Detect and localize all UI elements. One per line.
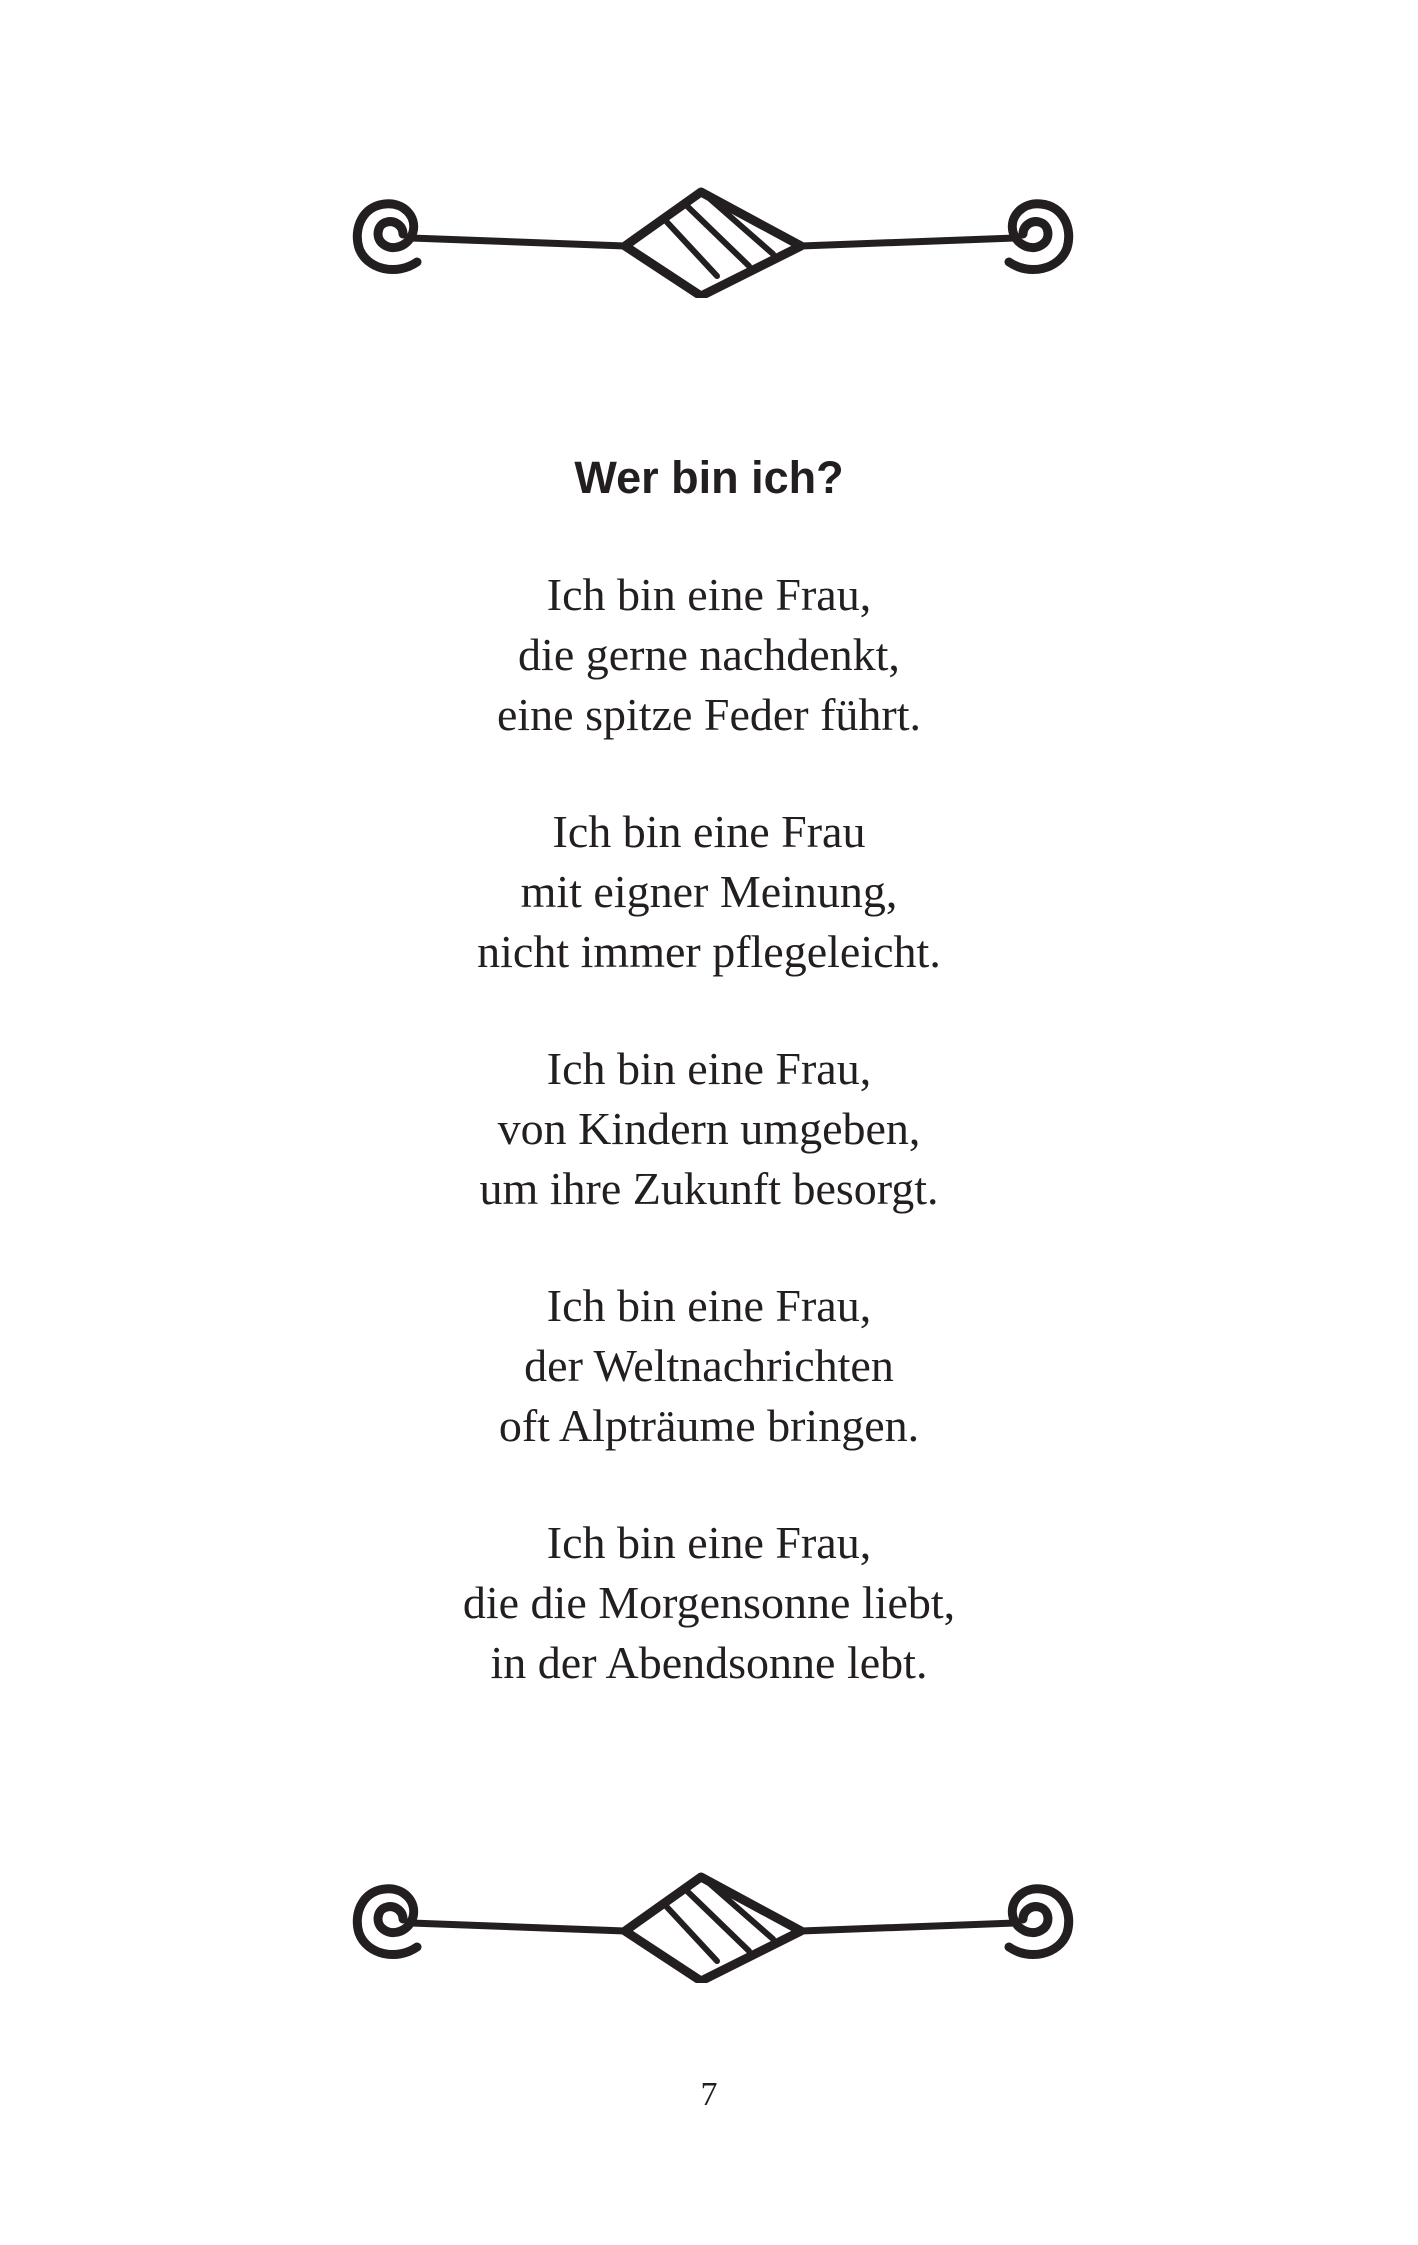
spiral-diamond-divider-icon xyxy=(325,1853,1101,1983)
stanza xyxy=(0,1513,1418,1693)
poem-line: eine spitze Feder führt. xyxy=(496,689,922,740)
stanza xyxy=(0,565,1418,745)
poem-body xyxy=(0,565,1418,1750)
ornament-top-divider-icon xyxy=(325,168,1101,298)
poem-line: in der Abendsonne lebt. xyxy=(490,1637,928,1688)
poem-line: von Kindern umgeben, xyxy=(497,1103,921,1154)
stanza xyxy=(0,1039,1418,1219)
stanza xyxy=(0,1276,1418,1456)
poem-line: der Weltnachrichten xyxy=(524,1340,894,1391)
spiral-diamond-divider-icon xyxy=(325,168,1101,298)
stanza xyxy=(0,802,1418,982)
poem-line: um ihre Zukunft besorgt. xyxy=(479,1163,939,1214)
poem-line: Ich bin eine Frau, xyxy=(546,569,872,620)
poem-title: Wer bin ich? xyxy=(574,452,844,503)
poem-line: Ich bin eine Frau, xyxy=(546,1280,872,1331)
poem-line: Ich bin eine Frau xyxy=(552,806,866,857)
poem-line: die die Morgensonne liebt, xyxy=(462,1577,956,1628)
page-number: 7 xyxy=(700,2076,718,2113)
poem-line: mit eigner Meinung, xyxy=(520,866,898,917)
ornament-bottom-divider-icon xyxy=(325,1853,1101,1983)
poem-line: oft Alpträume bringen. xyxy=(498,1400,920,1451)
poem-line: Ich bin eine Frau, xyxy=(546,1043,872,1094)
poem-line: nicht immer pflegeleicht. xyxy=(477,926,941,977)
poem-line: die gerne nachdenkt, xyxy=(518,629,900,680)
poem-line: Ich bin eine Frau, xyxy=(546,1517,872,1568)
